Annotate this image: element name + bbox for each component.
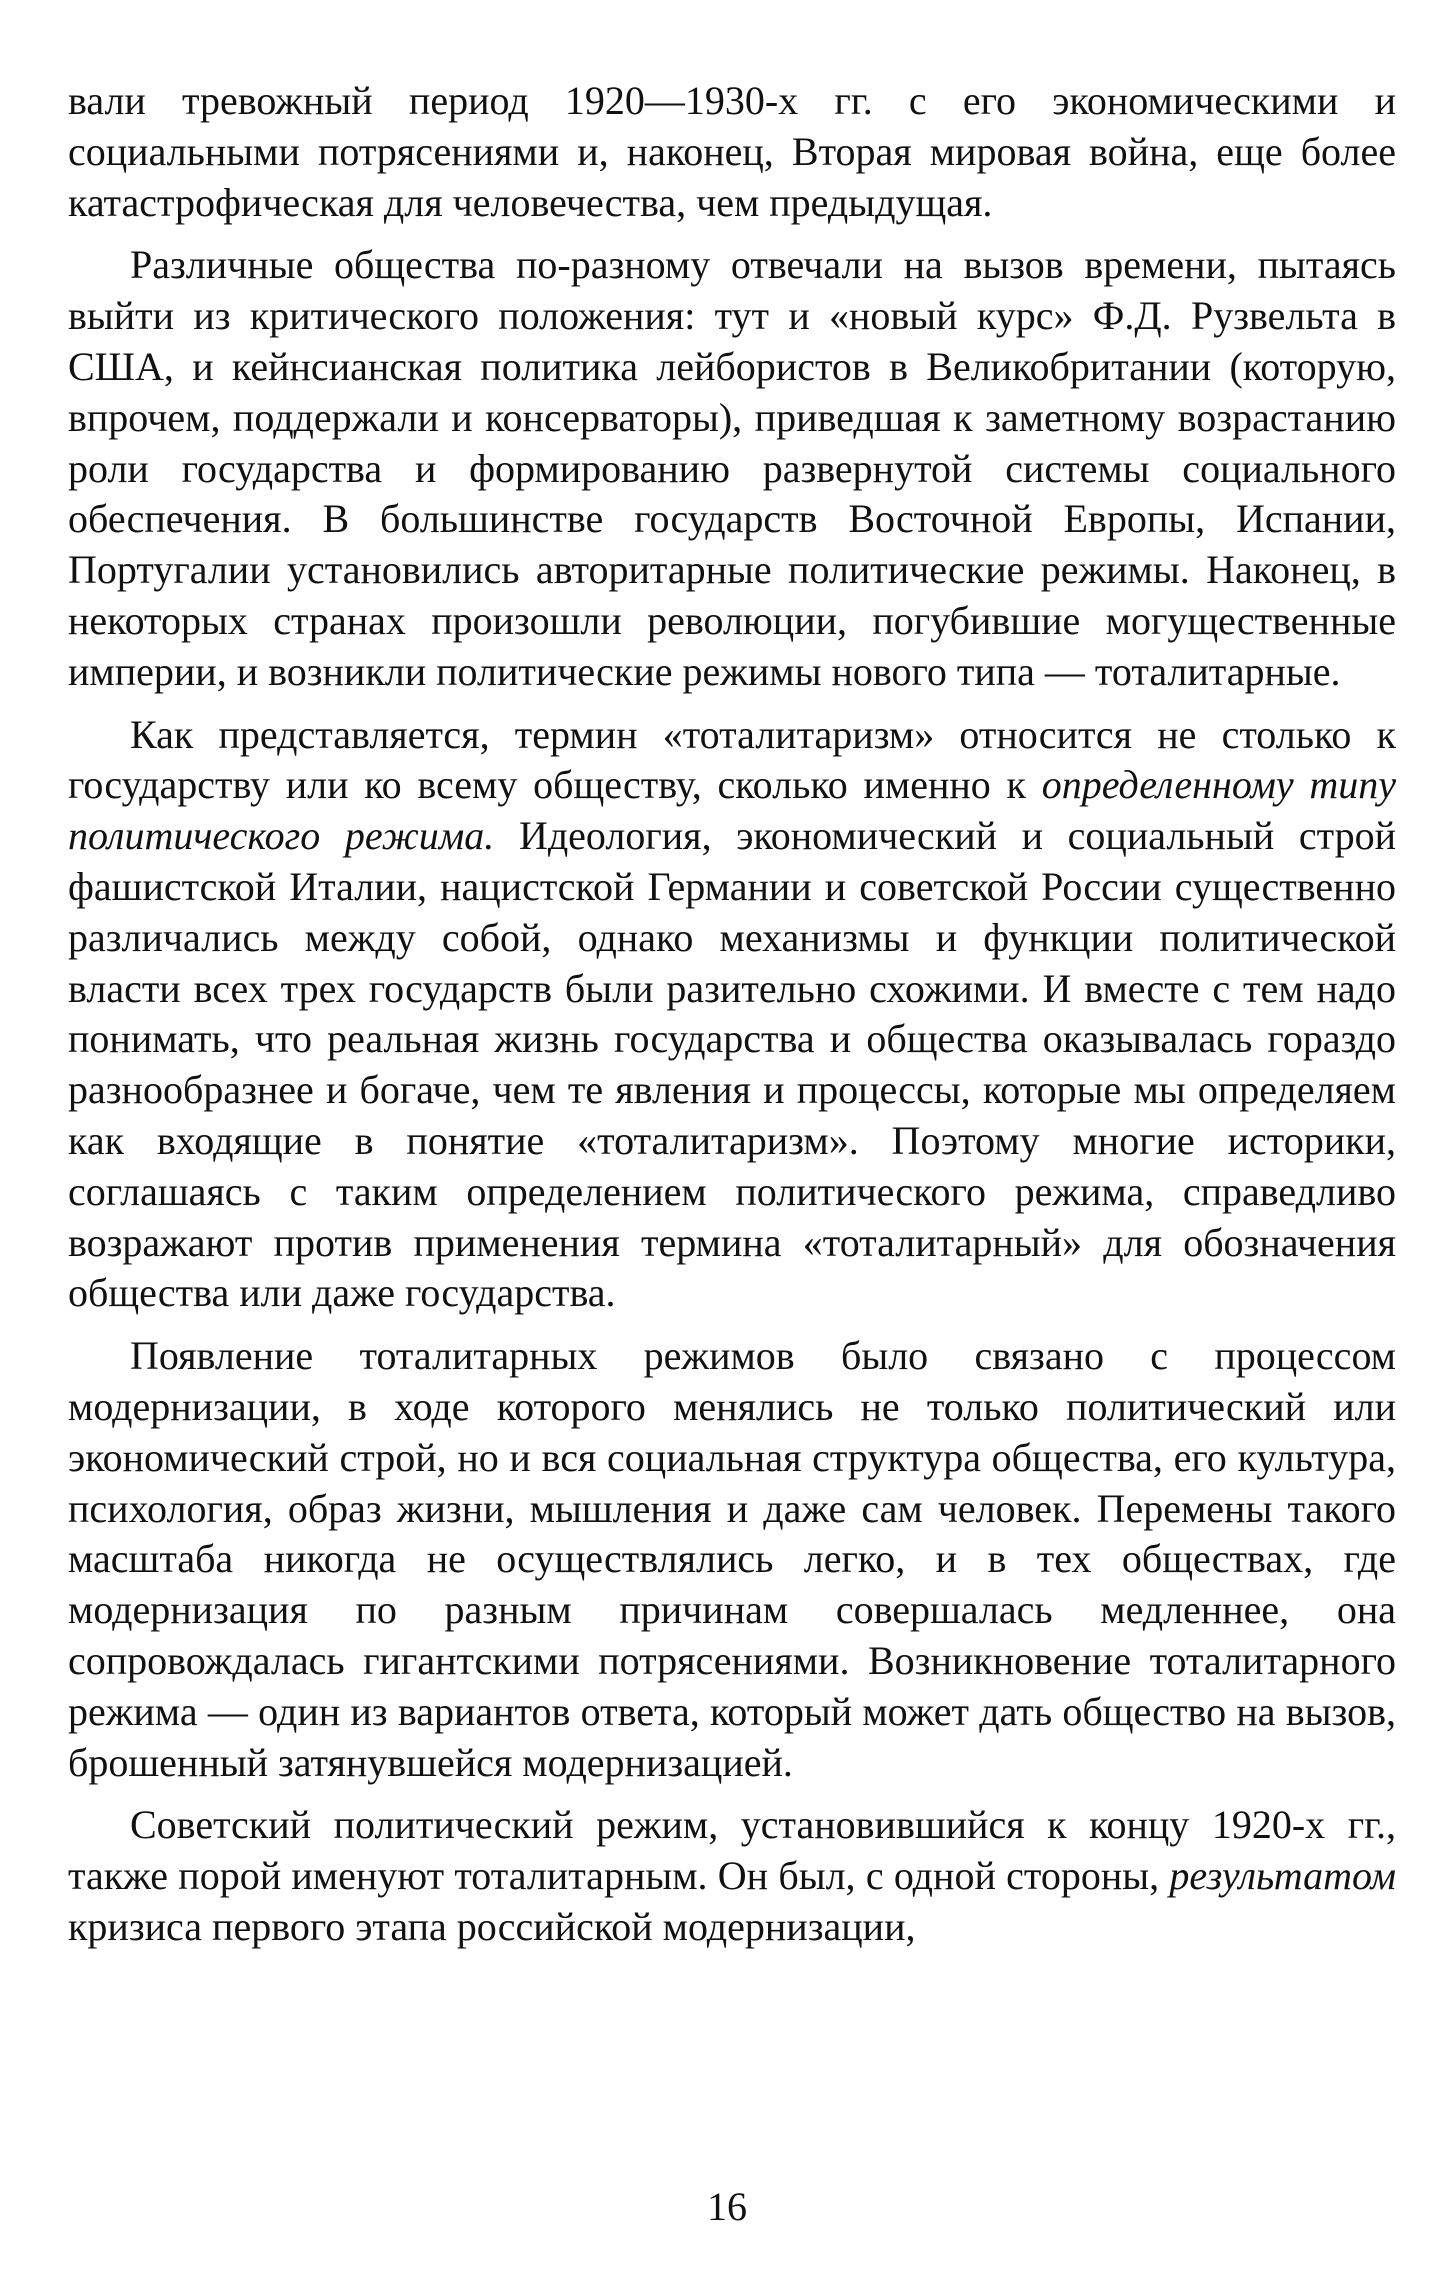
paragraph-4 [68,1331,1396,1788]
page-body [68,76,1396,1953]
paragraph-5 [68,1800,1396,1952]
paragraph-3 [68,710,1396,1320]
paragraph-text: Как представляется, термин «тоталитаризм» относится не столько к государству или ко всему обществу, сколько именно к [68,711,1396,808]
paragraph-text: Появление тоталитарных режимов было связано с процессом модернизации, в ходе которого менялись не только политический или экономический строй, но и вся социальная структура общества, его культура, психология, образ жизни, мышления и даже сам человек. Перемены такого масштаба никогда не осуществлялись легко, и в тех обществах, где модернизация по разным причинам совершалась медленнее, она сопровождалась гигантскими потрясениями. Возникновение тоталитарного режима — один из вариантов ответа, который может дать общество на вызов, брошенный затянувшейся модернизацией. [68,1333,1396,1785]
paragraph-text: Различные общества по-разному отвечали на вызов времени, пытаясь выйти из критического положения: тут и «новый курс» Ф.Д. Рузвельта в США, и кейнсианская политика лейбористов в Великобритании (которую, впрочем, поддержали и консерваторы), приведшая к заметному возрастанию роли государства и формированию развернутой системы социального обеспечения. В большинстве государств Восточной Европы, Испании, Португалии установились авторитарные политические режимы. Наконец, в некоторых странах произошли революции, погубившие могущественные империи, и возникли политические режимы нового типа — тоталитарные. [68,242,1396,694]
paragraph-text: Советский политический режим, установившийся к концу 1920-х гг., также порой именуют тоталитарным. Он был, с одной стороны, [68,1802,1396,1899]
paragraph-text: кризиса первого этапа российской модернизации, [68,1903,916,1949]
italic-emphasis: определенному типу политического режима. [68,762,1397,859]
italic-emphasis: результатом [1169,1853,1396,1899]
paragraph-text: Идеология, экономический и социальный строй фашистской Италии, нацистской Германии и советской России существенно различались между собой, однако механизмы и функции политической власти всех трех государств были разительно схожими. И вместе с тем надо понимать, что реальная жизнь государства и общества оказывалась гораздо разнообразнее и богаче, чем те явления и процессы, которые мы определяем как входящие в понятие «тоталитаризм». Поэтому многие историки, соглашаясь с таким определением политического режима, справедливо возражают против применения термина «тоталитарный» для обозначения общества или даже государства. [68,813,1396,1316]
paragraph-1 [68,76,1396,228]
page-number: 16 [707,2184,747,2229]
paragraph-2 [68,240,1396,697]
paragraph-text: вали тревожный период 1920—1930-х гг. с его экономическими и социальными потрясениями и, наконец, Вторая мировая война, еще более катастрофическая для человечества, чем предыдущая. [68,78,1396,225]
